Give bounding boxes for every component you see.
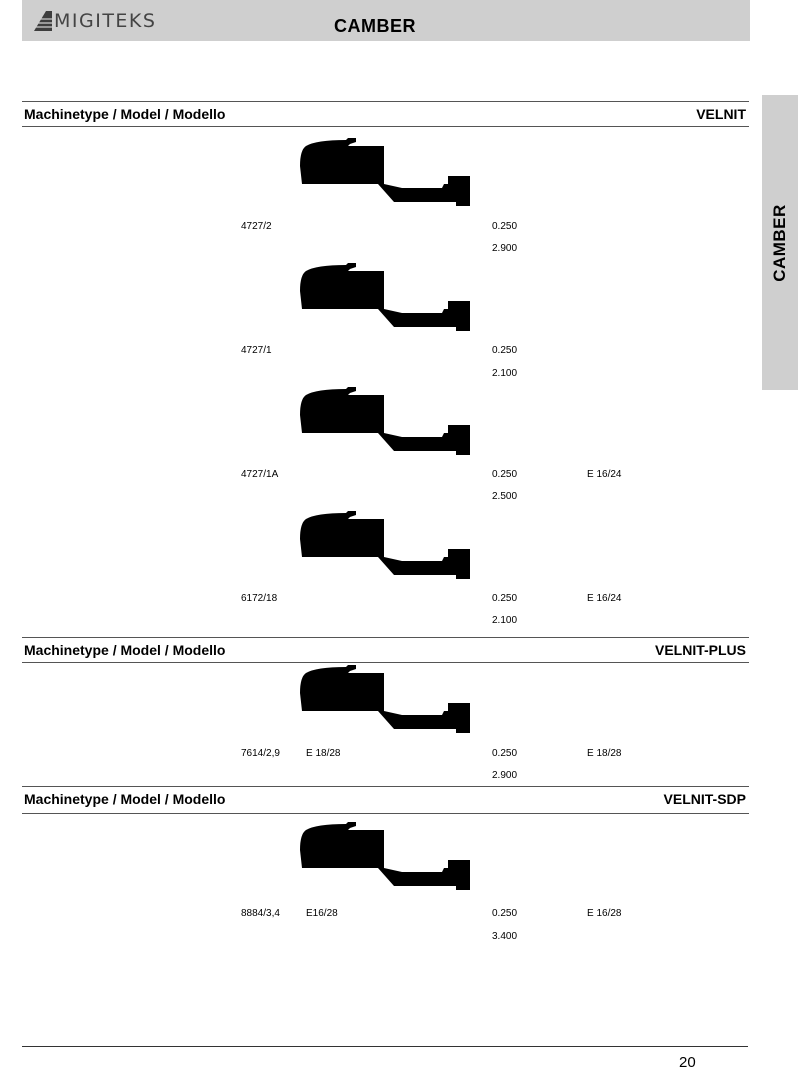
item-value2: 2.900 [492, 243, 518, 254]
item-value2: 3.400 [492, 931, 518, 942]
logo-text: MIGITEKS [54, 10, 157, 32]
item-code: 4727/1 [241, 345, 272, 356]
profile-drawing [296, 509, 476, 581]
item-spec: E 18/28 [306, 748, 341, 759]
item-gauge: E 16/24 [587, 593, 622, 604]
section-label: Machinetype / Model / Modello [24, 106, 226, 122]
section-model: VELNIT-PLUS [654, 642, 746, 658]
logo [34, 8, 156, 34]
logo-mark-icon [34, 11, 52, 31]
item-value1: 0.250 [492, 221, 518, 232]
section-header-velnit-plus [22, 637, 749, 663]
item-gauge: E 18/28 [587, 748, 622, 759]
item-value1: 0.250 [492, 748, 518, 759]
item-value2: 2.500 [492, 491, 518, 502]
section-label: Machinetype / Model / Modello [24, 642, 226, 658]
profile-drawing [296, 136, 476, 208]
item-gauge: E 16/28 [587, 908, 622, 919]
section-header-velnit-sdp [22, 786, 749, 811]
profile-drawing [296, 663, 476, 735]
item-spec: E16/28 [306, 908, 338, 919]
side-tab-label: CAMBER [770, 204, 789, 282]
item-value2: 2.100 [492, 615, 518, 626]
item-value2: 2.900 [492, 770, 518, 781]
item-code: 4727/2 [241, 221, 272, 232]
page-title: CAMBER [334, 16, 416, 36]
item-code: 7614/2,9 [241, 748, 280, 759]
header-bar [22, 0, 750, 41]
item-gauge: E 16/24 [587, 469, 622, 480]
section-label: Machinetype / Model / Modello [24, 791, 226, 807]
section-rule [22, 813, 749, 814]
item-value1: 0.250 [492, 345, 518, 356]
item-code: 6172/18 [241, 593, 278, 604]
section-model: VELNIT-SDP [663, 791, 746, 807]
profile-drawing [296, 820, 476, 892]
item-code: 8884/3,4 [241, 908, 280, 919]
item-value1: 0.250 [492, 469, 518, 480]
side-tab [762, 95, 798, 390]
footer-rule [22, 1046, 748, 1047]
item-value1: 0.250 [492, 593, 518, 604]
item-value1: 0.250 [492, 908, 518, 919]
section-model: VELNIT [696, 106, 746, 122]
section-header-velnit [22, 101, 749, 127]
profile-drawing [296, 385, 476, 457]
profile-drawing [296, 261, 476, 333]
page-number: 20 [679, 1054, 696, 1071]
item-value2: 2.100 [492, 368, 518, 379]
item-code: 4727/1A [241, 469, 279, 480]
